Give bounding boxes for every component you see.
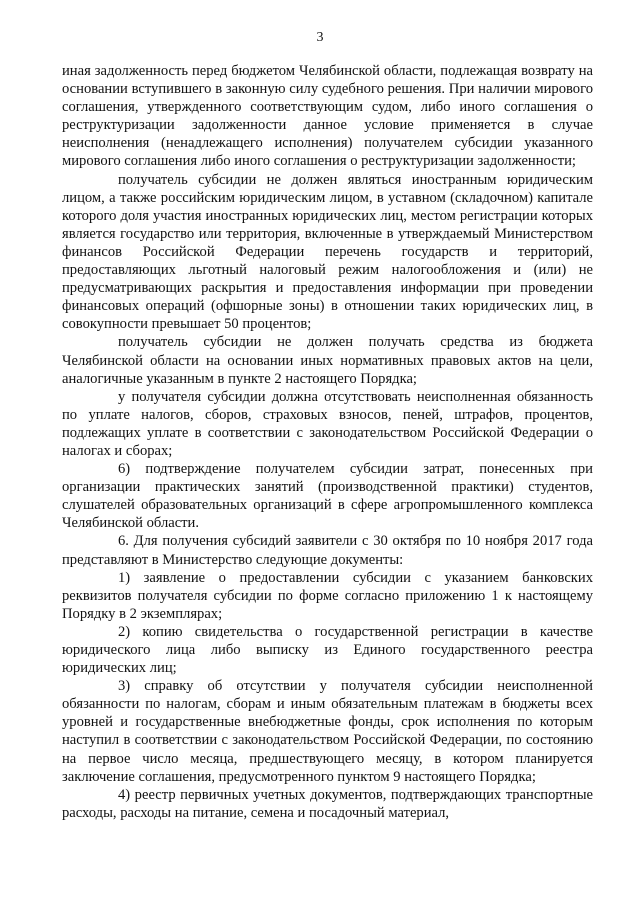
page-number: 3 <box>316 30 324 45</box>
paragraph-section-6-documents: 6. Для получения субсидий заявители с 30 октября по 10 ноября 2017 года представляют в Министерство следующие документы: <box>62 533 593 568</box>
paragraph-continuation: иная задолженность перед бюджетом Челябинской области, подлежащая возврату на основании вступившего в законную силу судебного решения. При наличии мирового соглашения, утвержденного соответствующим судом, либо иного соглашения о реструктуризации задолженности данное условие применяется в случае неисполнения (ненадлежащего исполнения) получателем субсидии указанного мирового соглашения либо иного соглашения о реструктуризации задолженности; <box>62 63 593 170</box>
paragraph-tax-obligation-condition: у получателя субсидии должна отсутствовать неисполненная обязанность по уплате налогов, сборов, страховых взносов, пеней, штрафов, процентов, подлежащих уплате в соответствии с законодательством Российской Федерации о налогах и сборах; <box>62 388 593 459</box>
paragraph-doc-item-1: 1) заявление о предоставлении субсидии с указанием банковских реквизитов получателя субсидии по форме согласно приложению 1 к настоящему Порядку в 2 экземплярах; <box>62 569 593 622</box>
paragraph-doc-item-2: 2) копию свидетельства о государственной регистрации в качестве юридического лица либо выписку из Единого государственного реестра юридических лиц; <box>62 623 593 677</box>
paragraph-doc-item-4: 4) реестр первичных учетных документов, подтверждающих транспортные расходы, расходы на питание, семена и посадочный материал, <box>62 786 593 821</box>
paragraph-budget-funds-condition: получатель субсидии не должен получать средства из бюджета Челябинской области на основании иных нормативных правовых актов на цели, аналогичные указанным в пункте 2 настоящего Порядка; <box>62 334 593 387</box>
paragraph-item-6-expenses: 6) подтверждение получателем субсидии затрат, понесенных при организации практических занятий (производственной практики) студентов, слушателей образовательных организаций в сфере агропромышленного комплекса Челябинской области. <box>62 461 593 532</box>
paragraph-foreign-entity-condition: получатель субсидии не должен являться иностранным юридическим лицом, а также российским юридическим лицом, в уставном (складочном) капитале которого доля участия иностранных юридических лиц, местом регистрации которых является государство или территория, включенные в утверждаемый Министерством финансов Российской Федерации перечень государств и территорий, предоставляющих льготный налоговый режим налогообложения и (или) не предусматривающих раскрытия и предоставления информации при проведении финансовых операций (офшорные зоны) в отношении таких юридических лиц, в совокупности превышает 50 процентов; <box>62 171 593 333</box>
document-body <box>62 62 593 822</box>
paragraph-doc-item-3: 3) справку об отсутствии у получателя субсидии неисполненной обязанности по налогам, сборам и иным обязательным платежам в бюджеты всех уровней и государственные внебюджетные фонды, срок исполнения по которым наступил в соответствии с законодательством Российской Федерации, по состоянию на первое число месяца, предшествующего месяцу, в котором планируется заключение соглашения, предусмотренного пунктом 9 настоящего Порядка; <box>62 678 593 785</box>
